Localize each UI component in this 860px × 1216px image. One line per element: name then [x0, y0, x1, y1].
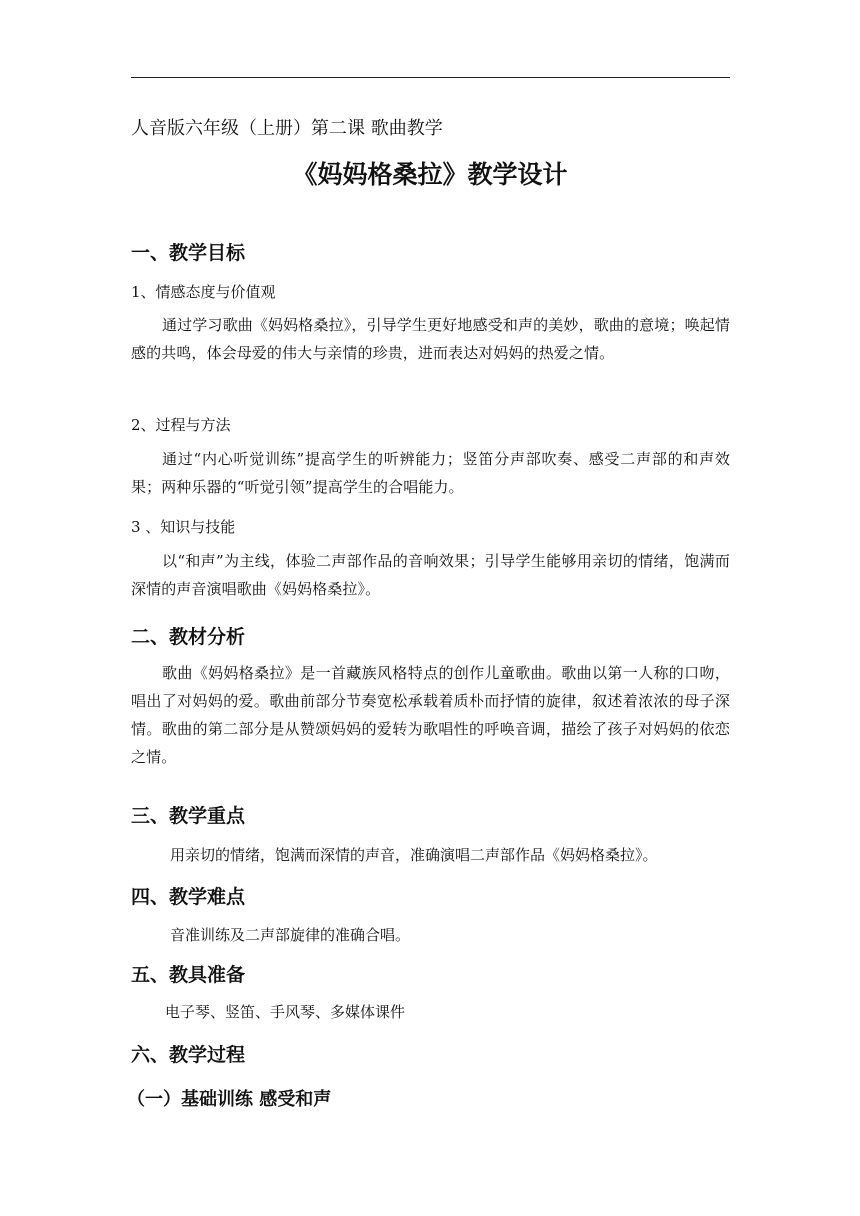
section-heading-difficulties: 四、教学难点 [131, 886, 246, 908]
header-rule [131, 77, 730, 78]
section-heading-process: 六、教学过程 [131, 1044, 246, 1066]
paragraph-difficulties: 音准训练及二声部旋律的准确合唱。 [170, 926, 411, 944]
paragraph-key-points: 用亲切的情绪，饱满而深情的声音，准确演唱二声部作品《妈妈格桑拉》。 [170, 846, 658, 864]
paragraph-analysis: 歌曲《妈妈格桑拉》是一首藏族风格特点的创作儿童歌曲。歌曲以第一人称的口吻，唱出了对妈妈的爱。歌曲前部分节奏宽松承载着质朴而抒情的旋律，叙述着浓浓的母子深情。歌曲的第二部分是从赞颂妈妈的爱转为歌唱性的呼唤音调，描绘了孩子对妈妈的依恋之情。 [131, 664, 730, 766]
paragraph-process: 通过“内心听觉训练”提高学生的听辨能力；竖笛分声部吹奏、感受二声部的和声效果；两种乐器的“听觉引领”提高学生的合唱能力。 [131, 450, 730, 496]
subheading-knowledge: 3 、知识与技能 [131, 518, 236, 536]
subheading-process: 2、过程与方法 [131, 416, 231, 434]
paragraph-attitude: 通过学习歌曲《妈妈格桑拉》，引导学生更好地感受和声的美妙，歌曲的意境；唤起情感的共鸣，体会母爱的伟大与亲情的珍贵，进而表达对妈妈的热爱之情。 [131, 316, 730, 362]
subheading-attitude: 1、情感态度与价值观 [131, 283, 276, 301]
section-heading-key-points: 三、教学重点 [131, 805, 246, 827]
section-heading-objectives: 一、教学目标 [131, 242, 246, 264]
course-line: 人音版六年级（上册）第二课 歌曲教学 [131, 118, 443, 139]
section-heading-materials: 五、教具准备 [131, 964, 246, 986]
document-title: 《妈妈格桑拉》教学设计 [292, 160, 568, 189]
section-heading-analysis: 二、教材分析 [131, 626, 246, 648]
paragraph-knowledge: 以“和声”为主线，体验二声部作品的音响效果；引导学生能够用亲切的情绪，饱满而深情的声音演唱歌曲《妈妈格桑拉》。 [131, 552, 730, 598]
subheading-basic-training: （一）基础训练 感受和声 [127, 1089, 332, 1110]
paragraph-materials: 电子琴、竖笛、手风琴、多媒体课件 [165, 1003, 406, 1021]
